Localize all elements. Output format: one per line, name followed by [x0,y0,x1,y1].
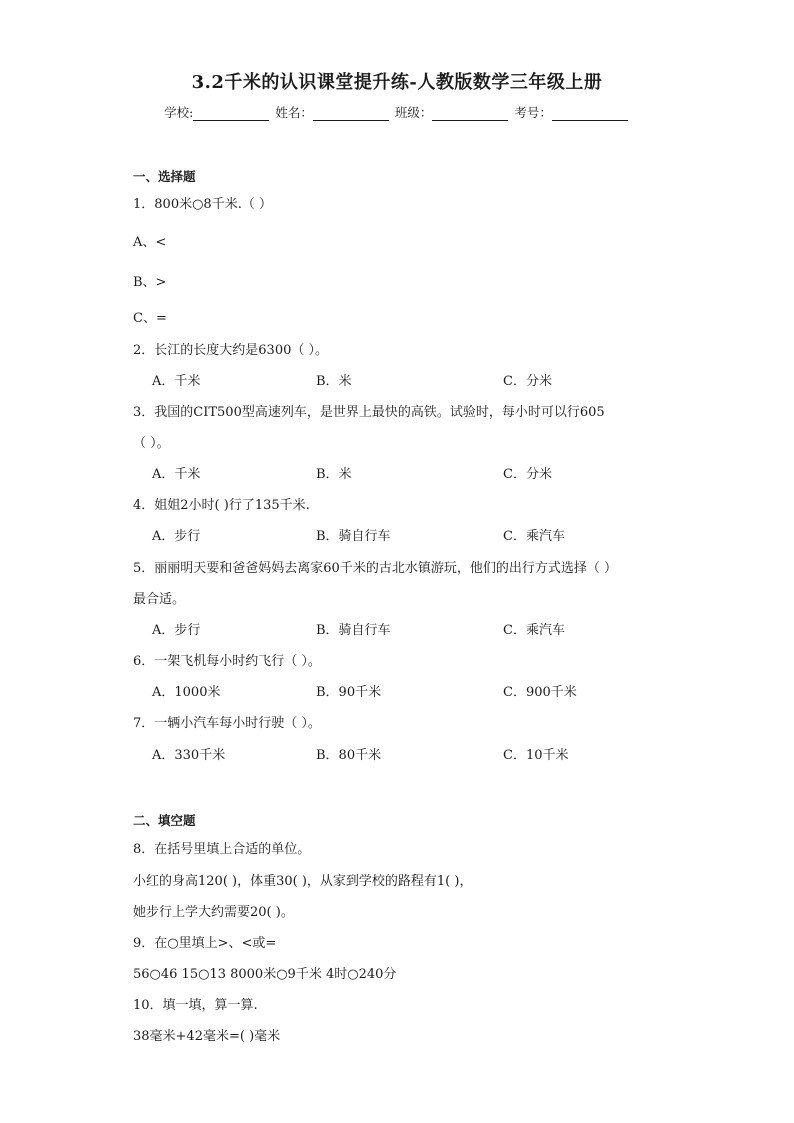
student-info-line [0,103,794,121]
q4-stem: 4．姐姐2小时( )行了135千米. [133,498,310,513]
q5-stem-line2: 最合适。 [133,592,186,607]
q7-stem: 7．一辆小汽车每小时行驶（ ）。 [133,716,321,731]
q6-option-b[interactable]: B．90千米 [316,685,382,700]
section-fill-heading: 二、填空题 [133,813,196,828]
school-label: 学校: [164,105,194,120]
q1-option-b[interactable]: B、> [133,275,167,290]
q3-option-b[interactable]: B．米 [316,467,352,482]
q7-option-b[interactable]: B．80千米 [316,748,382,763]
q9-items: 56○46 15○13 8000米○9千米 4时○240分 [133,967,397,982]
q3-option-c[interactable]: C．分米 [503,467,552,482]
q9-stem: 9．在○里填上>、<或= [133,936,277,951]
class-blank[interactable] [432,107,508,121]
q3-stem-line1: 3．我国的CIT500型高速列车，是世界上最快的高铁。试验时，每小时可以行605 [133,405,605,420]
q3-stem-line2: （ ）。 [133,436,170,451]
q1-option-c[interactable]: C、= [133,311,167,326]
exam-no-label: 考号： [514,105,552,120]
q1-option-a[interactable]: A、< [133,235,167,250]
q8-line2: 她步行上学大约需要20( )。 [133,905,294,920]
q6-option-a[interactable]: A．1000米 [152,685,221,700]
q8-stem: 8．在括号里填上合适的单位。 [133,842,311,857]
q3-option-a[interactable]: A．千米 [152,467,201,482]
section-choice-heading: 一、选择题 [133,169,196,184]
name-blank[interactable] [313,107,389,121]
q5-option-c[interactable]: C．乘汽车 [503,623,565,638]
q4-option-b[interactable]: B．骑自行车 [316,529,391,544]
page-title: 3.2千米的认识课堂提升练-人教版数学三年级上册 [191,72,603,93]
q2-stem: 2．长江的长度大约是6300（ ）。 [133,343,328,358]
school-blank[interactable] [193,107,269,121]
q5-stem-line1: 5．丽丽明天要和爸爸妈妈去离家60千米的古北水镇游玩，他们的出行方式选择（ ） [133,561,617,576]
q5-option-a[interactable]: A．步行 [152,623,201,638]
q10-line1: 38毫米+42毫米=( )毫米 [133,1029,281,1044]
q6-option-c[interactable]: C．900千米 [503,685,577,700]
name-label: 姓名： [275,105,313,120]
q4-option-a[interactable]: A．步行 [152,529,201,544]
q1-stem: 1．800米○8千米.（ ） [133,197,272,212]
q2-option-a[interactable]: A．千米 [152,374,201,389]
q5-option-b[interactable]: B．骑自行车 [316,623,391,638]
q2-option-c[interactable]: C．分米 [503,374,552,389]
q7-option-c[interactable]: C．10千米 [503,748,569,763]
q8-line1: 小红的身高120( )，体重30( )，从家到学校的路程有1( )， [133,874,473,889]
q2-option-b[interactable]: B．米 [316,374,352,389]
q7-option-a[interactable]: A．330千米 [152,748,226,763]
q6-stem: 6．一架飞机每小时约飞行（ ）。 [133,654,321,669]
exam-no-blank[interactable] [552,107,628,121]
q4-option-c[interactable]: C．乘汽车 [503,529,565,544]
q10-stem: 10．填一填，算一算. [133,998,258,1013]
class-label: 班级： [394,105,433,120]
